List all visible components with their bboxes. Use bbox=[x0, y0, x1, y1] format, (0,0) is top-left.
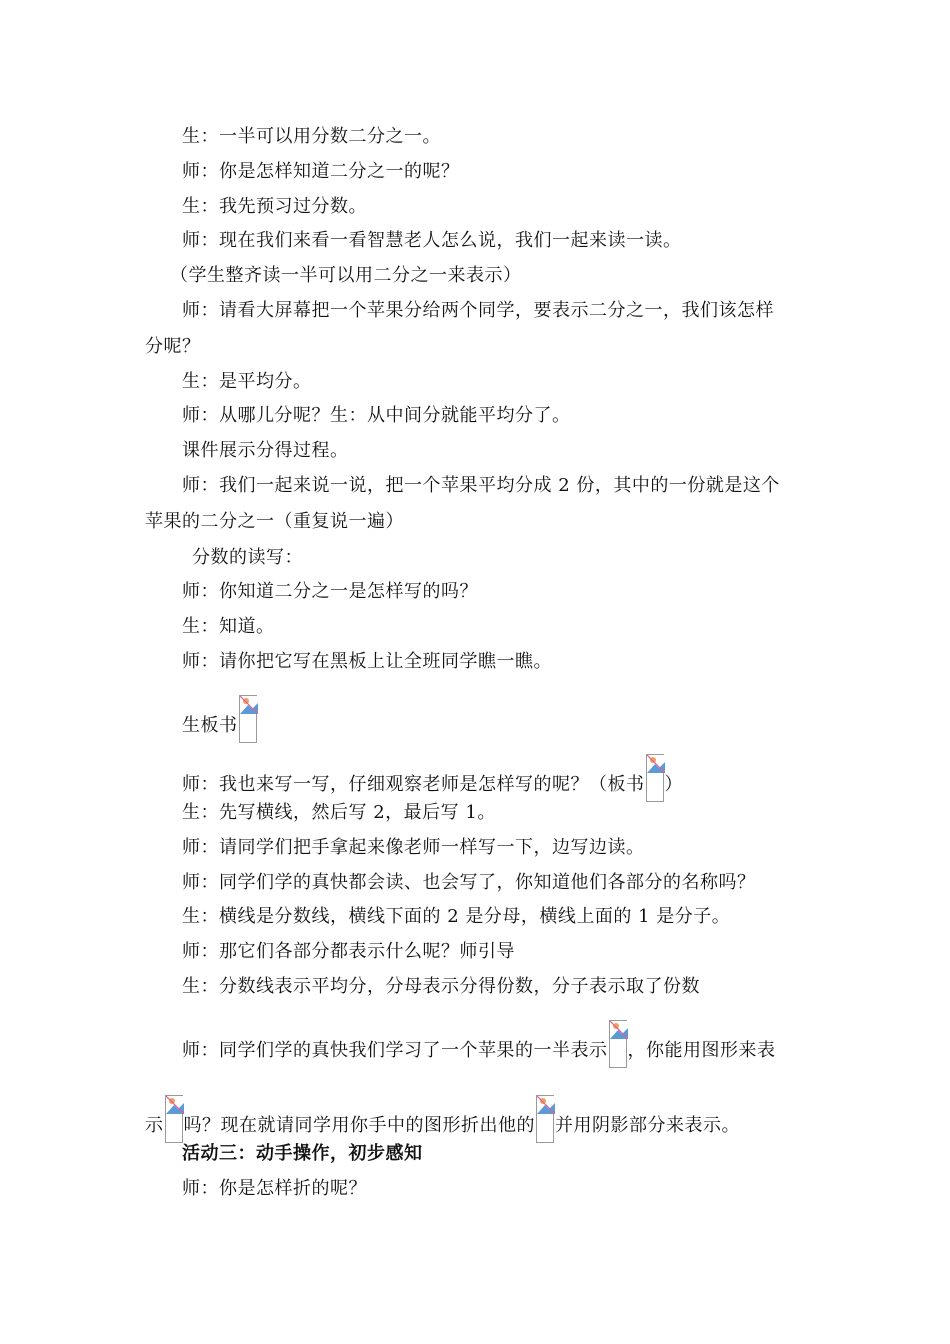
paragraph-text: 师：我也来写一写，仔细观察老师是怎样写的呢？（板书 bbox=[182, 774, 645, 795]
section-heading: 活动三：动手操作，初步感知 bbox=[182, 1143, 423, 1164]
paragraph: 师：现在我们来看一看智慧老人怎么说，我们一起来读一读。 bbox=[182, 230, 682, 251]
paragraph-text: 吗？现在就请同学用你手中的图形折出他的 bbox=[183, 1115, 535, 1136]
paragraph: 师：我们一起来说一说，把一个苹果平均分成 2 份，其中的一份就是这个 bbox=[182, 475, 780, 496]
paragraph bbox=[182, 754, 683, 802]
paragraph: 师：请同学们把手拿起来像老师一样写一下，边写边读。 bbox=[182, 837, 645, 858]
paragraph: 生：知道。 bbox=[182, 616, 275, 637]
paragraph: 苹果的二分之一（重复说一遍） bbox=[145, 511, 404, 532]
paragraph bbox=[182, 695, 258, 743]
image-placeholder-icon bbox=[646, 754, 664, 802]
paragraph: 师：请看大屏幕把一个苹果分给两个同学，要表示二分之一，我们该怎样 bbox=[182, 300, 774, 321]
paragraph: （学生整齐读一半可以用二分之一来表示） bbox=[170, 265, 522, 286]
paragraph: 师：你是怎样折的呢？ bbox=[182, 1178, 367, 1199]
paragraph bbox=[145, 1095, 740, 1143]
paragraph-text: ） bbox=[664, 774, 683, 795]
paragraph: 生：分数线表示平均分，分母表示分得份数，分子表示取了份数 bbox=[182, 976, 700, 997]
image-placeholder-icon bbox=[165, 1095, 183, 1143]
paragraph: 生：横线是分数线，横线下面的 2 是分母，横线上面的 1 是分子。 bbox=[182, 906, 731, 927]
paragraph: 分呢？ bbox=[145, 336, 201, 357]
image-placeholder-icon bbox=[536, 1095, 554, 1143]
paragraph-text: ，你能用图形来表 bbox=[627, 1040, 776, 1061]
paragraph: 师：同学们学的真快都会读、也会写了，你知道他们各部分的名称吗？ bbox=[182, 872, 756, 893]
paragraph: 生：一半可以用分数二分之一。 bbox=[182, 126, 441, 147]
paragraph: 生：我先预习过分数。 bbox=[182, 196, 367, 217]
paragraph: 生：先写横线，然后写 2，最后写 1。 bbox=[182, 802, 496, 823]
image-placeholder-icon bbox=[609, 1020, 627, 1068]
paragraph: 师：请你把它写在黑板上让全班同学瞧一瞧。 bbox=[182, 651, 552, 672]
paragraph: 师：那它们各部分都表示什么呢？师引导 bbox=[182, 941, 515, 962]
image-placeholder-icon bbox=[239, 695, 257, 743]
paragraph-text: 示 bbox=[145, 1115, 164, 1136]
paragraph-text: 生板书 bbox=[182, 715, 238, 736]
paragraph: 师：你知道二分之一是怎样写的吗？ bbox=[182, 581, 478, 602]
paragraph: 生：是平均分。 bbox=[182, 371, 312, 392]
paragraph: 分数的读写： bbox=[192, 547, 303, 568]
paragraph-text: 师：同学们学的真快我们学习了一个苹果的一半表示 bbox=[182, 1040, 608, 1061]
paragraph: 师：从哪儿分呢？生：从中间分就能平均分了。 bbox=[182, 405, 571, 426]
paragraph: 师：你是怎样知道二分之一的呢？ bbox=[182, 161, 460, 182]
paragraph bbox=[182, 1020, 776, 1068]
paragraph: 课件展示分得过程。 bbox=[182, 440, 349, 461]
paragraph-text: 并用阴影部分来表示。 bbox=[555, 1115, 740, 1136]
